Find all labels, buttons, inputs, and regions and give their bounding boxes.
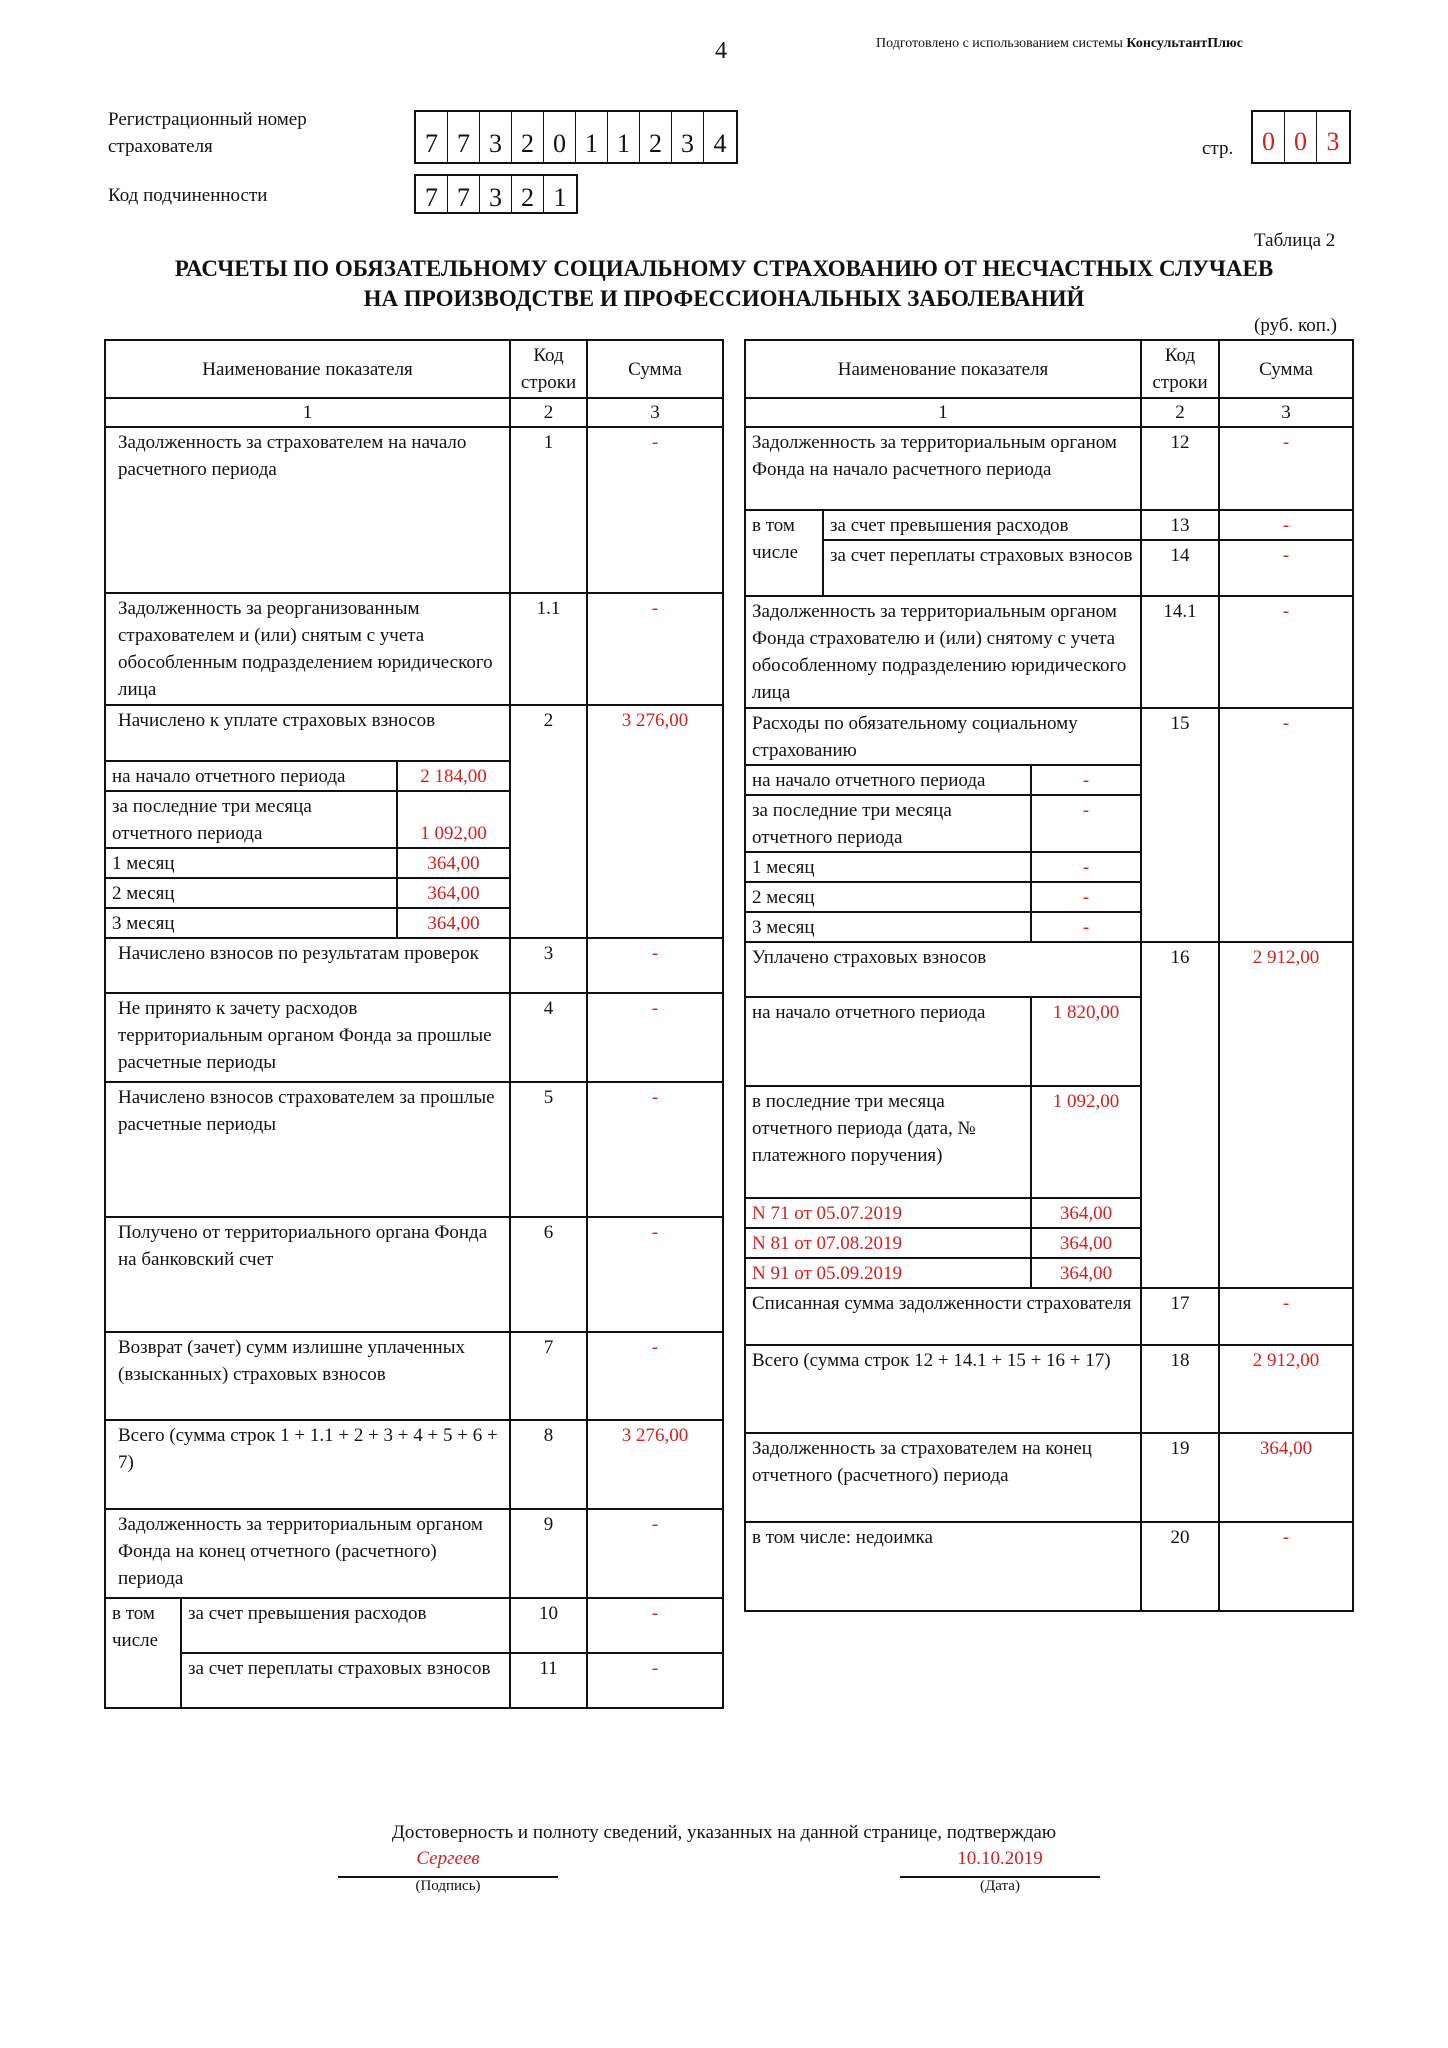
payment-order: N 81 от 07.08.2019 — [745, 1228, 1031, 1258]
row-label: Списанная сумма задолженности страхователя — [745, 1288, 1141, 1345]
table-number: Таблица 2 — [1254, 230, 1336, 251]
row-code: 6 — [510, 1217, 587, 1332]
row-sum: - — [1031, 912, 1141, 942]
row-sum: - — [1031, 795, 1141, 852]
table-row — [105, 1509, 723, 1598]
row-label: на начало отчетного периода — [745, 997, 1031, 1086]
row-label: Получено от территориального органа Фонда на банковский счет — [105, 1217, 510, 1332]
row-sum: 3 276,00 — [587, 1420, 723, 1509]
signature: Сергеев — [416, 1848, 480, 1869]
page-cells — [1251, 110, 1351, 164]
row-code: 14.1 — [1141, 596, 1219, 708]
row-sum: - — [1219, 1288, 1353, 1345]
table-row — [745, 596, 1353, 708]
row-sum: 364,00 — [397, 878, 510, 908]
sub-digit: 1 — [553, 183, 567, 212]
row-label: Начислено к уплате страховых взносов — [105, 705, 510, 761]
col-number: 3 — [587, 398, 723, 427]
reg-digit: 1 — [576, 112, 608, 162]
col-number: 2 — [1141, 398, 1219, 427]
reg-digit: 1 — [608, 112, 640, 162]
confirm-text: Достоверность и полноту сведений, указанных на данной странице, подтверждаю — [391, 1822, 1057, 1843]
page-digit: 0 — [1285, 112, 1317, 162]
row-code: 9 — [510, 1509, 587, 1598]
row-code: 12 — [1141, 427, 1219, 510]
row-label: Уплачено страховых взносов — [745, 942, 1141, 997]
row-sum: - — [1031, 765, 1141, 795]
right-table — [744, 339, 1354, 1612]
row-sum: - — [587, 1217, 723, 1332]
row-label: Задолженность за территориальным органом Фонда страхователю и (или) снятому с учета обособленному подразделению юридического лица — [745, 596, 1141, 708]
row-code: 4 — [510, 993, 587, 1082]
table-row — [105, 1217, 723, 1332]
row-code: 15 — [1141, 708, 1219, 942]
row-sum: 364,00 — [397, 908, 510, 938]
row-label: в том числе — [105, 1598, 181, 1708]
row-sum: - — [1219, 540, 1353, 596]
date-caption: (Дата) — [980, 1878, 1020, 1894]
row-code: 17 — [1141, 1288, 1219, 1345]
reg-digit: 7 — [416, 112, 448, 162]
table-row — [105, 427, 723, 593]
table-row — [105, 593, 723, 705]
row-label: на начало отчетного периода — [745, 765, 1031, 795]
left-table — [104, 339, 724, 1709]
sub-digit: 2 — [512, 176, 544, 212]
page-digit: 3 — [1326, 127, 1340, 156]
row-sum: 364,00 — [397, 848, 510, 878]
table-row — [745, 1433, 1353, 1522]
col-number: 1 — [105, 398, 510, 427]
table-row — [105, 1598, 723, 1653]
table-row — [105, 1420, 723, 1509]
row-code: 19 — [1141, 1433, 1219, 1522]
row-sum: - — [587, 593, 723, 705]
row-code: 18 — [1141, 1345, 1219, 1433]
row-sum: 1 820,00 — [1031, 997, 1141, 1086]
row-sum: - — [1219, 596, 1353, 708]
row-sum: 2 912,00 — [1219, 1345, 1353, 1433]
row-label: 2 месяц — [105, 878, 397, 908]
col-number: 2 — [510, 398, 587, 427]
reg-number-cells — [414, 110, 738, 164]
row-label: Задолженность за реорганизованным страхователем и (или) снятым с учета обособленным подразделением юридического лица — [105, 593, 510, 705]
col-sum-header: Сумма — [587, 340, 723, 398]
table-row — [745, 427, 1353, 510]
row-label: Задолженность за территориальным органом Фонда на конец отчетного (расчетного) периода — [105, 1509, 510, 1598]
row-sum: - — [1031, 852, 1141, 882]
row-label: 3 месяц — [745, 912, 1031, 942]
row-sum: - — [587, 938, 723, 993]
row-code: 3 — [510, 938, 587, 993]
signature-caption: (Подпись) — [415, 1878, 481, 1894]
table-row — [745, 510, 1353, 540]
table-row — [105, 1332, 723, 1420]
subordination-cells — [414, 174, 578, 214]
row-sum: 3 276,00 — [587, 705, 723, 938]
col-number: 3 — [1219, 398, 1353, 427]
row-code: 20 — [1141, 1522, 1219, 1611]
sub-digit: 7 — [448, 176, 480, 212]
reg-digit: 4 — [713, 129, 727, 158]
reg-number-label: Регистрационный номер страхователя — [108, 109, 307, 157]
reg-digit: 2 — [640, 112, 672, 162]
row-sum: - — [587, 1598, 723, 1653]
sub-digit: 3 — [480, 176, 512, 212]
table-row — [745, 540, 1353, 596]
row-label: Всего (сумма строк 12 + 14.1 + 15 + 16 + 17) — [745, 1345, 1141, 1433]
row-label: 1 месяц — [105, 848, 397, 878]
row-sum: - — [1219, 510, 1353, 540]
row-label: в последние три месяца отчетного периода (дата, № платежного поручения) — [745, 1086, 1031, 1198]
row-code: 10 — [510, 1598, 587, 1653]
row-code: 7 — [510, 1332, 587, 1420]
date-value: 10.10.2019 — [957, 1848, 1043, 1869]
consultant-brand: КонсультантПлюс — [1126, 36, 1243, 51]
row-code: 5 — [510, 1082, 587, 1217]
row-sum: 364,00 — [1031, 1228, 1141, 1258]
payment-order: N 71 от 05.07.2019 — [745, 1198, 1031, 1228]
row-label: за счет переплаты страховых взносов — [823, 540, 1141, 596]
reg-digit: 0 — [544, 112, 576, 162]
doc-title: РАСЧЕТЫ ПО ОБЯЗАТЕЛЬНОМУ СОЦИАЛЬНОМУ СТРАХОВАНИЮ ОТ НЕСЧАСТНЫХ СЛУЧАЕВ НА ПРОИЗВОДСТВЕ И ПРОФЕССИОНАЛЬНЫХ ЗАБОЛЕВАНИЙ — [174, 256, 1274, 311]
subordination-label: Код подчиненности — [108, 185, 268, 206]
row-label: в том числе — [745, 510, 823, 596]
table-row — [105, 705, 723, 761]
row-sum: - — [587, 1653, 723, 1708]
row-label: Расходы по обязательному социальному страхованию — [745, 708, 1141, 765]
row-sum: - — [1219, 1522, 1353, 1611]
row-sum: - — [587, 1509, 723, 1598]
row-sum: - — [587, 1332, 723, 1420]
row-label: 3 месяц — [105, 908, 397, 938]
row-code: 13 — [1141, 510, 1219, 540]
row-label: Возврат (зачет) сумм излишне уплаченных (взысканных) страховых взносов — [105, 1332, 510, 1420]
row-label: за счет превышения расходов — [181, 1598, 510, 1653]
row-sum: - — [1219, 708, 1353, 942]
row-code: 1 — [510, 427, 587, 593]
col-name-header: Наименование показателя — [745, 340, 1141, 398]
row-label: за последние три месяца отчетного периода — [745, 795, 1031, 852]
reg-digit: 7 — [448, 112, 480, 162]
units-note: (руб. коп.) — [1254, 315, 1338, 336]
page-number: 4 — [715, 38, 727, 64]
row-label: на начало отчетного периода — [105, 761, 397, 791]
row-label: в том числе: недоимка — [745, 1522, 1141, 1611]
row-sum: 364,00 — [1219, 1433, 1353, 1522]
row-label: 1 месяц — [745, 852, 1031, 882]
row-sum: - — [587, 993, 723, 1082]
row-code: 2 — [510, 705, 587, 938]
prepared-note: Подготовлено с использованием системы КонсультантПлюс — [876, 36, 1243, 51]
page-label: стр. — [1202, 138, 1234, 159]
row-label: Начислено взносов по результатам проверок — [105, 938, 510, 993]
row-label: Начислено взносов страхователем за прошлые расчетные периоды — [105, 1082, 510, 1217]
table-row — [745, 1522, 1353, 1611]
row-sum: 1 092,00 — [1031, 1086, 1141, 1198]
col-sum-header: Сумма — [1219, 340, 1353, 398]
row-label: Задолженность за территориальным органом Фонда на начало расчетного периода — [745, 427, 1141, 510]
row-sum: - — [587, 1082, 723, 1217]
row-label: 2 месяц — [745, 882, 1031, 912]
row-sum: 2 912,00 — [1219, 942, 1353, 1288]
row-code: 16 — [1141, 942, 1219, 1288]
row-code: 11 — [510, 1653, 587, 1708]
row-sum: 364,00 — [1031, 1258, 1141, 1288]
row-sum: 2 184,00 — [397, 761, 510, 791]
row-sum: - — [1219, 427, 1353, 510]
row-label: за счет превышения расходов — [823, 510, 1141, 540]
table-row — [745, 942, 1353, 997]
row-label: за счет переплаты страховых взносов — [181, 1653, 510, 1708]
table-row — [745, 1288, 1353, 1345]
table-row — [105, 1653, 723, 1708]
col-code-header: Код строки — [510, 340, 587, 398]
table-row — [105, 993, 723, 1082]
reg-digit: 2 — [512, 112, 544, 162]
col-number: 1 — [745, 398, 1141, 427]
table-row — [745, 1345, 1353, 1433]
row-code: 1.1 — [510, 593, 587, 705]
row-sum: - — [587, 427, 723, 593]
row-label: Задолженность за страхователем на конец отчетного (расчетного) периода — [745, 1433, 1141, 1522]
row-sum: - — [1031, 882, 1141, 912]
reg-digit: 3 — [480, 112, 512, 162]
row-label: Не принято к зачету расходов территориальным органом Фонда за прошлые расчетные периоды — [105, 993, 510, 1082]
row-label: за последние три месяца отчетного периода — [105, 791, 397, 848]
col-code-header: Код строки — [1141, 340, 1219, 398]
payment-order: N 91 от 05.09.2019 — [745, 1258, 1031, 1288]
table-row — [105, 938, 723, 993]
row-label: Всего (сумма строк 1 + 1.1 + 2 + 3 + 4 + 5 + 6 + 7) — [105, 1420, 510, 1509]
reg-digit: 3 — [672, 112, 704, 162]
page-digit: 0 — [1253, 112, 1285, 162]
row-code: 14 — [1141, 540, 1219, 596]
row-sum: 1 092,00 — [397, 791, 510, 848]
table-row — [105, 1082, 723, 1217]
col-name-header: Наименование показателя — [105, 340, 510, 398]
table-row — [745, 708, 1353, 765]
row-sum: 364,00 — [1031, 1198, 1141, 1228]
row-label: Задолженность за страхователем на начало расчетного периода — [105, 427, 510, 593]
row-code: 8 — [510, 1420, 587, 1509]
sub-digit: 7 — [416, 176, 448, 212]
